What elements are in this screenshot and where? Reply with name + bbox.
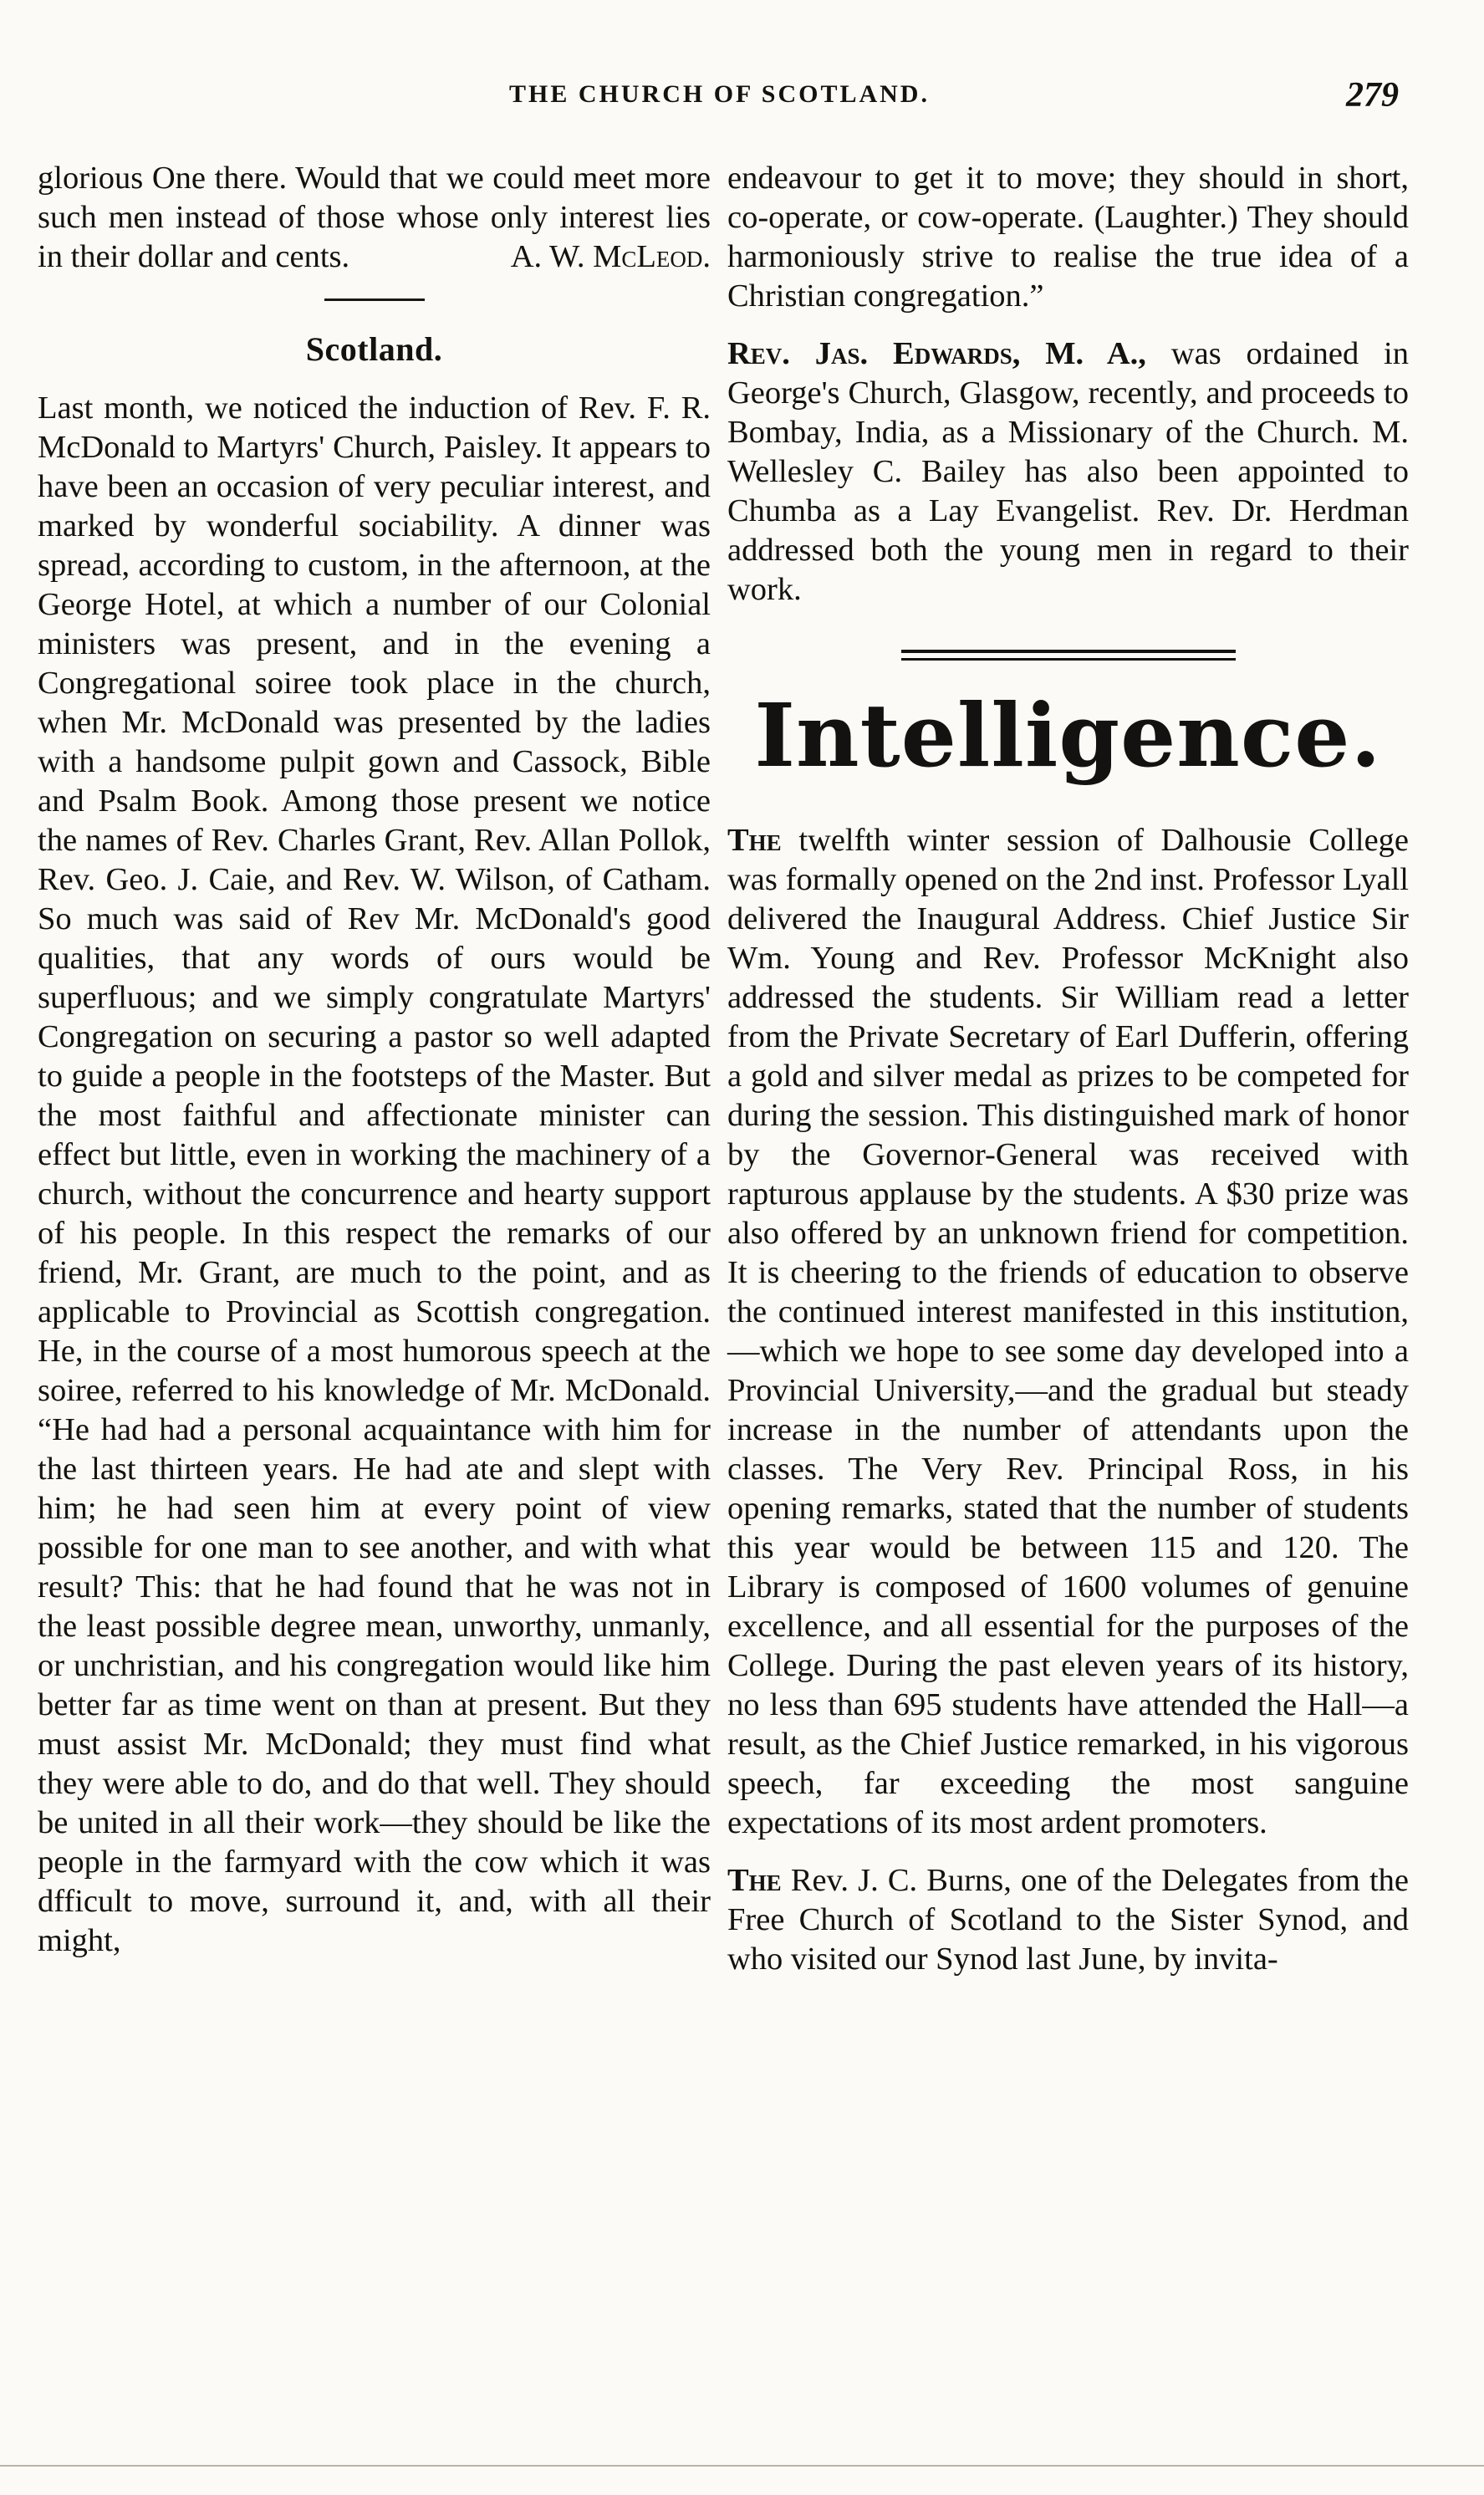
running-head	[40, 75, 1399, 125]
page-bottom-edge	[0, 2465, 1484, 2467]
dalhousie-lead: The	[727, 823, 782, 858]
double-rule-divider	[901, 650, 1236, 661]
dalhousie-paragraph	[727, 821, 1409, 1843]
dalhousie-text: twelfth winter session of Dalhousie College was formally opened on the 2nd inst. Professor Lyall delivered the Inaugural Address. Chief Justice Sir Wm. Young and Rev. Professor McKnight also addressed the students. Sir William read a letter from the Private Secretary of Earl Dufferin, offering a gold and silver medal as prizes to be competed for during the session. This distinguished mark of honor by the Governor-General was received with rapturous applause by the students. A $30 prize was also offered by an unknown friend for competition. It is cheering to the friends of education to observe the continued interest manifested in this institution,—which we hope to see some day developed into a Provincial University,—and the gradual but steady increase in the number of attendants upon the classes. The Very Rev. Principal Ross, in his opening remarks, stated that the number of students this year would be between 115 and 120. The Library is composed of 1600 volumes of genuine excellence, and all essential for the purposes of the College. During the past eleven years of its history, no less than 695 students have attended the Hall—a result, as the Chief Justice remarked, in his vigorous speech, far exceeding the most sanguine expectations of its most ardent promoters.	[727, 823, 1409, 1840]
burns-text: Rev. J. C. Burns, one of the Delegates from the Free Church of Scotland to the Sister Synod, and who visited our Synod last June, by invita-	[727, 1863, 1410, 1977]
opening-paragraph	[38, 159, 711, 277]
right-column	[727, 159, 1409, 1979]
author-signature: A. W. McLeod.	[510, 239, 711, 274]
burns-lead: The	[727, 1863, 782, 1898]
scotland-heading: Scotland.	[305, 330, 443, 368]
edwards-lead: Rev. Jas. Edwards, M. A.,	[727, 336, 1146, 371]
scotland-paragraph: Last month, we noticed the induction of Rev. F. R. McDonald to Martyrs' Church, Paisley. It appears to have been an occasion of very peculiar interest, and marked by wonderful sociability. A dinner was spread, according to custom, in the afternoon, at the George Hotel, at which a number of our Colonial ministers was present, and in the evening a Congregational soiree took place in the church, when Mr. McDonald was presented by the ladies with a handsome pulpit gown and Cassock, Bible and Psalm Book. Among those present we notice the names of Rev. Charles Grant, Rev. Allan Pollok, Rev. Geo. J. Caie, and Rev. W. Wilson, of Catham. So much was said of Rev Mr. McDonald's good qualities, that any words of ours would be superfluous; and we simply congratulate Martyrs' Congregation on securing a pastor so well adapted to guide a people in the footsteps of the Master. But the most faithful and affectionate minister can effect but little, even in working the machinery of a church, without the concurrence and hearty support of his people. In this respect the remarks of our friend, Mr. Grant, are much to the point, and as applicable to Provincial as Scottish congregation. He, in the course of a most humorous speech at the soiree, referred to his knowledge of Mr. McDonald. “He had had a personal acquaintance with him for the last thirteen years. He had ate and slept with him; he had seen him at every point of view possible for one man to see another, and with what result? This: that he had found that he was not in the least possible degree mean, unworthy, unmanly, or unchristian, and his congregation would like him better far as time went on than at present. But they must assist Mr. McDonald; they must find what they were able to do, and do that well. They should be united in all their work—they should be like the people in the farmyard with the cow which it was dfficult to move, surround it, and, with all their might,	[38, 390, 711, 1958]
continuation-paragraph: endeavour to get it to move; they should in short, co-operate, or cow-operate. (Laughter.) They should harmoniously strive to realise the true idea of a Christian congregation.”	[727, 161, 1409, 314]
intelligence-heading: Intelligence.	[754, 684, 1382, 787]
edwards-text: was ordained in George's Church, Glasgow, recently, and proceeds to Bombay, India, as a Missionary of the Church. M. Wellesley C. Bailey has also been appointed to Chumba as a Lay Evangelist. Rev. Dr. Herdman addressed both the young men in regard to their work.	[727, 336, 1410, 607]
running-title: THE CHURCH OF SCOTLAND.	[509, 80, 930, 108]
edwards-paragraph	[727, 334, 1409, 610]
left-column	[38, 159, 711, 1961]
page-number: 279	[1346, 76, 1399, 115]
section-divider	[324, 298, 425, 301]
opening-text: glorious One there. Would that we could meet more such men instead of those whose only interest lies in their dollar and cents.	[38, 161, 711, 274]
burns-paragraph	[727, 1861, 1409, 1979]
